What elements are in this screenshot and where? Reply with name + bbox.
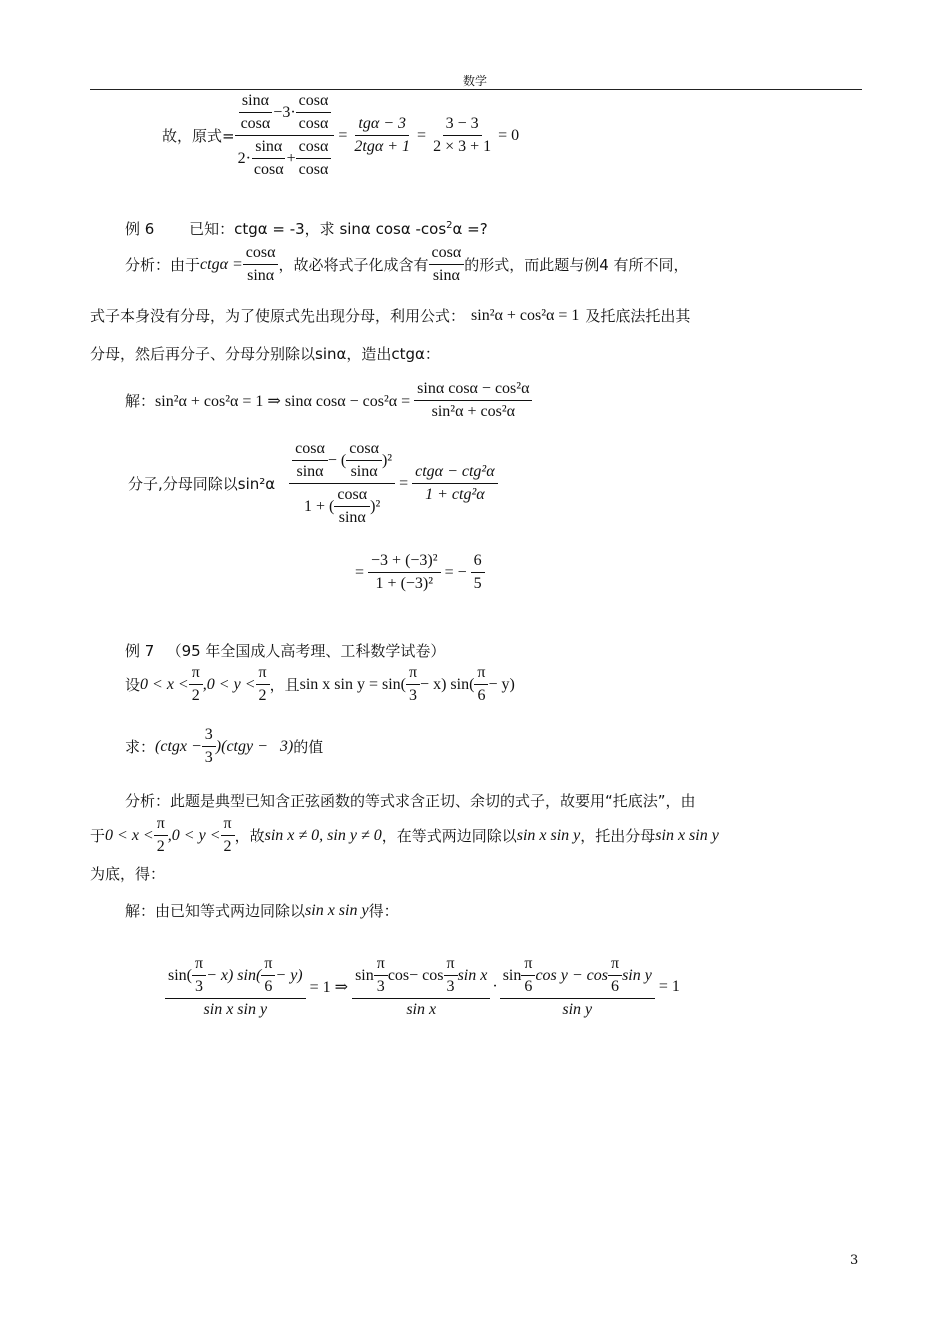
text: 设 xyxy=(125,676,141,694)
ex7-frac-lhs xyxy=(165,955,306,1019)
frac-op: )² xyxy=(381,451,393,469)
math: sin²α + cos²α = 1 ⇒ sinα cosα − cos²α = xyxy=(155,392,411,410)
frac-op: + xyxy=(286,149,296,167)
frac-op: sin xyxy=(502,966,522,984)
ex7-frac-g2 xyxy=(500,955,655,1019)
ex7-final-equation xyxy=(165,955,680,1019)
frac-part: cosα xyxy=(292,440,328,461)
text: ，故 xyxy=(234,827,265,845)
example-6-title xyxy=(125,218,488,239)
result: = 0 xyxy=(498,126,520,144)
frac-op: 1 + ( xyxy=(304,497,335,515)
frac-part: 6 xyxy=(477,687,486,704)
math: = 1 ⇒ xyxy=(309,979,349,996)
frac-op: − y) xyxy=(275,966,303,984)
math: − y) xyxy=(488,675,515,693)
ex6-div-fraction xyxy=(289,440,395,527)
frac-part: 3 xyxy=(204,749,213,766)
frac-part: 3 xyxy=(195,978,204,995)
frac-part: sin x sin y xyxy=(203,1001,268,1018)
math: · xyxy=(492,978,498,995)
frac-part: sin y xyxy=(562,1001,593,1018)
example-7-title: 例 7 （95 年全国成人高考理、工科数学试卷） xyxy=(125,642,446,660)
frac-part: 6 xyxy=(264,978,273,995)
frac-part: cosα xyxy=(334,486,370,507)
frac-op: sin xyxy=(355,966,374,984)
frac-part: π xyxy=(374,955,388,976)
math: (ctgx − xyxy=(155,737,202,755)
frac-part: tgα − 3 xyxy=(355,115,409,136)
frac-part: ctgα − ctg²α xyxy=(412,463,497,484)
text: 解： xyxy=(125,392,156,410)
math: − x) sin( xyxy=(420,675,475,693)
text: 求： xyxy=(125,738,156,756)
math: sin x sin y xyxy=(655,826,719,844)
page-header: 数学 xyxy=(462,74,487,88)
frac-op: −3· xyxy=(273,103,296,121)
ex6-result xyxy=(355,552,485,593)
block1-lead: 故，原式= xyxy=(162,127,235,145)
frac-part: sinα cosα − cos²α xyxy=(414,380,532,401)
frac-part: 1 + ctg²α xyxy=(425,486,485,503)
ex7-analysis-line1: 分析：此题是典型已知含正弦函数的等式求含正切、余切的式子，故要用“托底法”，由 xyxy=(125,792,696,810)
frac-op: )² xyxy=(370,497,381,515)
ex6-division xyxy=(128,440,498,527)
frac-part: sinα xyxy=(296,463,324,480)
frac-part: 3 xyxy=(409,687,417,704)
frac-part: 3 xyxy=(446,978,455,995)
math: 0 < x < xyxy=(140,675,189,693)
frac-part: π xyxy=(406,664,420,685)
ex6-title-text: 例 6 已知：ctgα = -3，求 sinα cosα -cos xyxy=(125,220,447,238)
frac-op: 2· xyxy=(237,149,251,167)
frac-op: cos y − cos xyxy=(535,966,608,984)
text: 分子,分母同除以sin²α xyxy=(128,475,276,493)
frac-op: sin( xyxy=(168,966,192,984)
math: sin x sin y xyxy=(305,901,369,919)
page-number: 3 xyxy=(850,1253,859,1268)
frac-op: sin y xyxy=(622,966,652,984)
equals-sign: = xyxy=(399,474,409,492)
math: sin x sin y xyxy=(516,826,581,844)
frac-part: 2tgα + 1 xyxy=(354,138,411,155)
equals-sign: = xyxy=(417,126,427,144)
frac-part: cosα xyxy=(240,115,271,132)
ex7-frac-g1 xyxy=(352,955,490,1019)
frac-part: π xyxy=(154,815,168,836)
text: 的形式，而此题与例4 有所不同， xyxy=(464,256,689,274)
text: 式子本身没有分母，为了使原式先出现分母，利用公式： xyxy=(90,307,466,325)
math: = 1 xyxy=(658,978,680,995)
frac-part: 2 xyxy=(258,687,267,704)
math: )(ctgy − 3) xyxy=(215,737,294,755)
math: sin x sin y = sin( xyxy=(299,675,406,693)
ex6-title-tail: α =? xyxy=(452,220,488,238)
frac-part: sinα xyxy=(239,92,272,113)
frac-part: cosα xyxy=(298,161,329,178)
frac-part: 6 xyxy=(524,978,533,995)
frac-part: cosα xyxy=(346,440,382,461)
frac-part: sinα xyxy=(252,138,285,159)
text: 及托底法托出其 xyxy=(585,307,691,325)
ex6-solution xyxy=(125,380,532,421)
frac-part: 3 xyxy=(202,726,216,747)
frac-part: 3 xyxy=(376,978,385,995)
frac-part: π xyxy=(192,955,206,976)
text: ，托出分母 xyxy=(580,827,656,845)
text: 于 xyxy=(90,827,106,845)
math: 0 < x < xyxy=(105,826,154,844)
math: ,0 < y < xyxy=(202,675,256,693)
frac-part: sinα xyxy=(338,509,366,526)
frac-part: 2 xyxy=(156,838,165,855)
frac-part: sin x xyxy=(406,1001,437,1018)
equals-sign: = xyxy=(338,126,348,144)
frac-part: cosα xyxy=(429,244,465,265)
ex7-condition xyxy=(125,664,515,705)
frac-op: − ( xyxy=(327,451,347,469)
frac-part: sin²α + cos²α xyxy=(431,403,515,420)
frac-part: π xyxy=(221,815,235,836)
block1-equation xyxy=(162,92,519,179)
text: 解：由已知等式两边同除以 xyxy=(125,902,306,920)
frac-part: sinα xyxy=(350,463,378,480)
ex6-analysis-line2 xyxy=(90,305,690,326)
frac-part: 5 xyxy=(473,575,482,592)
frac-part: cosα xyxy=(296,92,332,113)
frac-part: 6 xyxy=(611,978,620,995)
frac-part: cosα xyxy=(243,244,279,265)
frac-part: π xyxy=(521,955,535,976)
frac-op: sin x xyxy=(457,966,488,984)
frac-part: 2 xyxy=(191,687,200,704)
ex7-analysis-line3: 为底，得： xyxy=(90,865,166,883)
text: 分析：由于 xyxy=(125,256,201,274)
text: ，故必将式子化成含有 xyxy=(278,256,429,274)
frac-part: 3 − 3 xyxy=(443,115,482,136)
ex6-title-sup: 2 xyxy=(446,220,453,231)
frac-part: cosα xyxy=(253,161,284,178)
frac-part: π xyxy=(189,664,203,685)
frac-part: 2 × 3 + 1 xyxy=(433,138,492,155)
frac-part: 6 xyxy=(471,552,485,573)
text: ，且 xyxy=(269,676,300,694)
frac-op: − x) sin( xyxy=(206,966,262,984)
frac-part: π xyxy=(474,664,488,685)
frac-part: 1 + (−3)² xyxy=(375,575,434,592)
math: = − xyxy=(444,563,467,581)
text: ，在等式两边同除以 xyxy=(381,827,517,845)
math: ,0 < y < xyxy=(167,826,221,844)
frac-part: π xyxy=(444,955,458,976)
text: 的值 xyxy=(293,738,324,756)
ex7-ask xyxy=(125,726,323,767)
text: 得： xyxy=(368,902,399,920)
math: ctgα = xyxy=(200,255,243,273)
frac-part: −3 + (−3)² xyxy=(368,552,441,573)
ex6-analysis-line1 xyxy=(125,244,689,285)
frac-part: sinα xyxy=(432,267,460,284)
block1-big-fraction xyxy=(235,92,335,179)
frac-part: sinα xyxy=(247,267,275,284)
math: sin²α + cos²α = 1 xyxy=(471,306,580,324)
ex7-analysis-line2 xyxy=(90,815,719,856)
frac-part: π xyxy=(256,664,270,685)
header-rule xyxy=(90,89,862,90)
frac-part: π xyxy=(261,955,275,976)
ex6-analysis-line3: 分母，然后再分子、分母分别除以sinα，造出ctgα： xyxy=(90,345,440,363)
frac-part: cosα xyxy=(296,138,332,159)
frac-part: π xyxy=(608,955,622,976)
ex7-solution-lead xyxy=(125,900,399,921)
frac-part: cosα xyxy=(298,115,329,132)
frac-op: cos− cos xyxy=(387,966,444,984)
math: sin x ≠ 0, sin y ≠ 0 xyxy=(264,826,382,844)
frac-part: 2 xyxy=(223,838,232,855)
equals-sign: = xyxy=(355,563,365,581)
